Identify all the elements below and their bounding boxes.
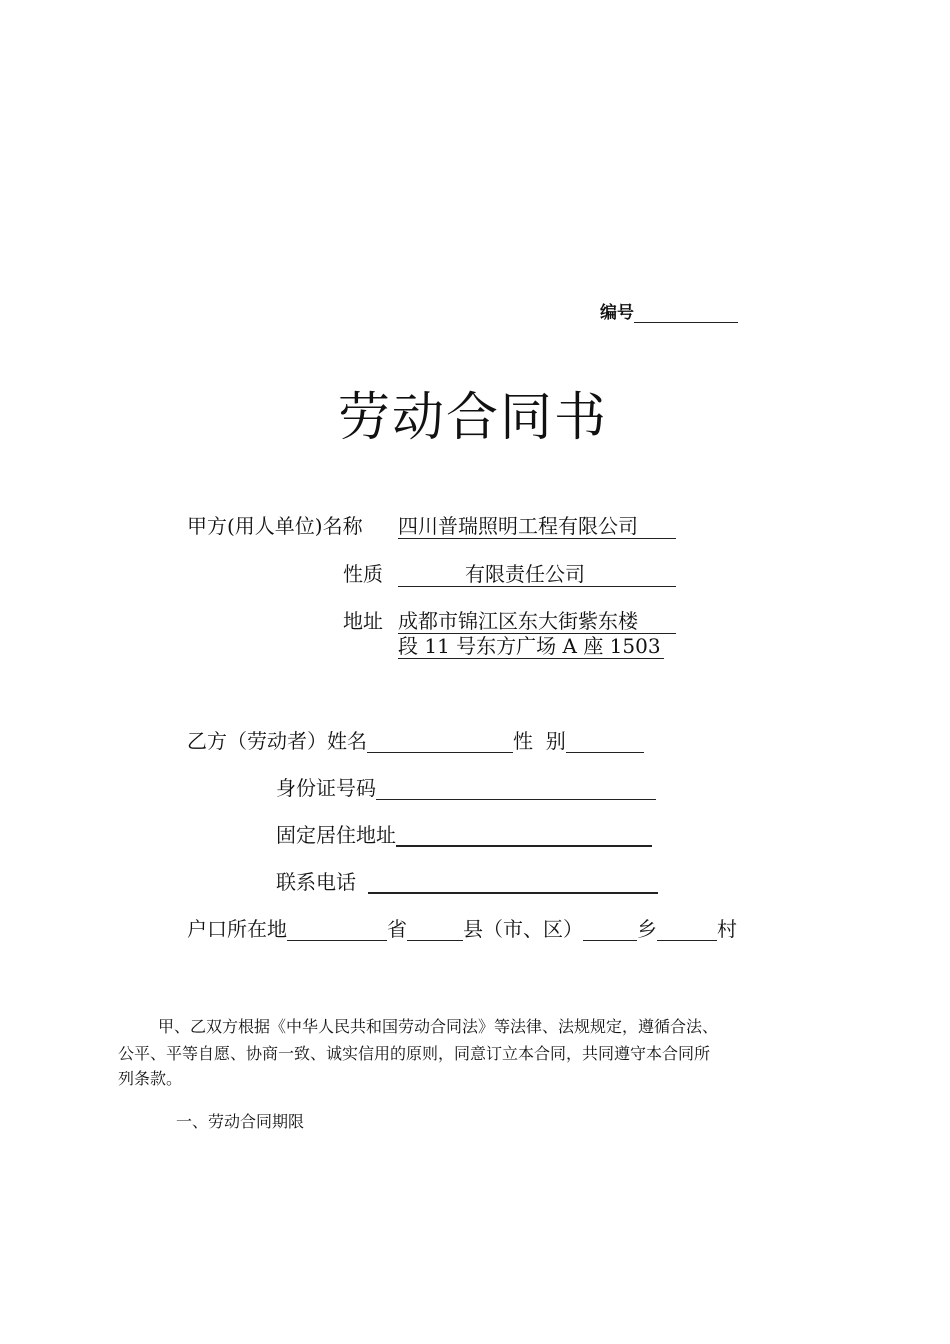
hukou-county-blank[interactable] [407,939,463,941]
party-b-id-blank[interactable] [376,798,656,800]
party-b-residence-blank[interactable] [396,844,652,847]
page-title: 劳动合同书 [338,388,609,448]
party-a-nature-label: 性质 [343,562,383,586]
party-a-name-value: 四川普瑞照明工程有限公司 [398,514,676,539]
intro-paragraph-line1: 甲、乙双方根据《中华人民共和国劳动合同法》等法律、法规规定，遵循合法、 [158,1017,719,1036]
intro-paragraph-line2: 公平、平等自愿、协商一致、诚实信用的原则，同意订立本合同，共同遵守本合同所 [118,1044,711,1063]
party-a-address-line2: 段 11 号东方广场 A 座 1503 [398,634,664,659]
hukou-township-label: 乡 [637,917,657,941]
party-b-phone-row [276,870,658,894]
party-b-id-row [276,776,656,800]
document-number [600,298,738,323]
party-a-name-row [187,514,363,538]
party-b-phone-blank[interactable] [368,891,658,894]
hukou-township-blank[interactable] [583,939,637,941]
hukou-county-label: 县（市、区） [463,917,583,941]
party-a-name-label: 甲方(用人单位)名称 [187,514,363,538]
party-b-name-label: 乙方（劳动者）姓名 [187,729,367,753]
party-b-hukou-row [187,917,737,941]
party-a-address-line1: 成都市锦江区东大街紫东楼 [398,609,676,634]
hukou-village-label: 村 [717,917,737,941]
hukou-village-blank[interactable] [657,939,717,941]
hukou-province-label: 省 [387,917,407,941]
party-b-hukou-label: 户口所在地 [187,917,287,941]
section-heading-contract-term: 一、劳动合同期限 [176,1112,305,1131]
party-b-gender-label: 性 别 [513,729,566,753]
party-a-address-label: 地址 [343,609,383,633]
intro-paragraph-line3: 列条款。 [118,1069,183,1088]
party-b-name-row [187,729,644,753]
party-b-id-label: 身份证号码 [276,776,376,800]
document-number-blank[interactable] [634,321,738,323]
party-a-nature-value [398,562,676,587]
party-b-gender-blank[interactable] [566,751,644,753]
party-b-residence-label: 固定居住地址 [276,823,396,847]
party-b-phone-label: 联系电话 [276,870,356,894]
party-b-residence-row [276,823,652,847]
party-b-name-blank[interactable] [367,751,513,753]
document-number-label: 编号 [600,303,634,323]
hukou-province-blank[interactable] [287,939,387,941]
party-a-nature-text: 有限责任公司 [465,562,585,586]
